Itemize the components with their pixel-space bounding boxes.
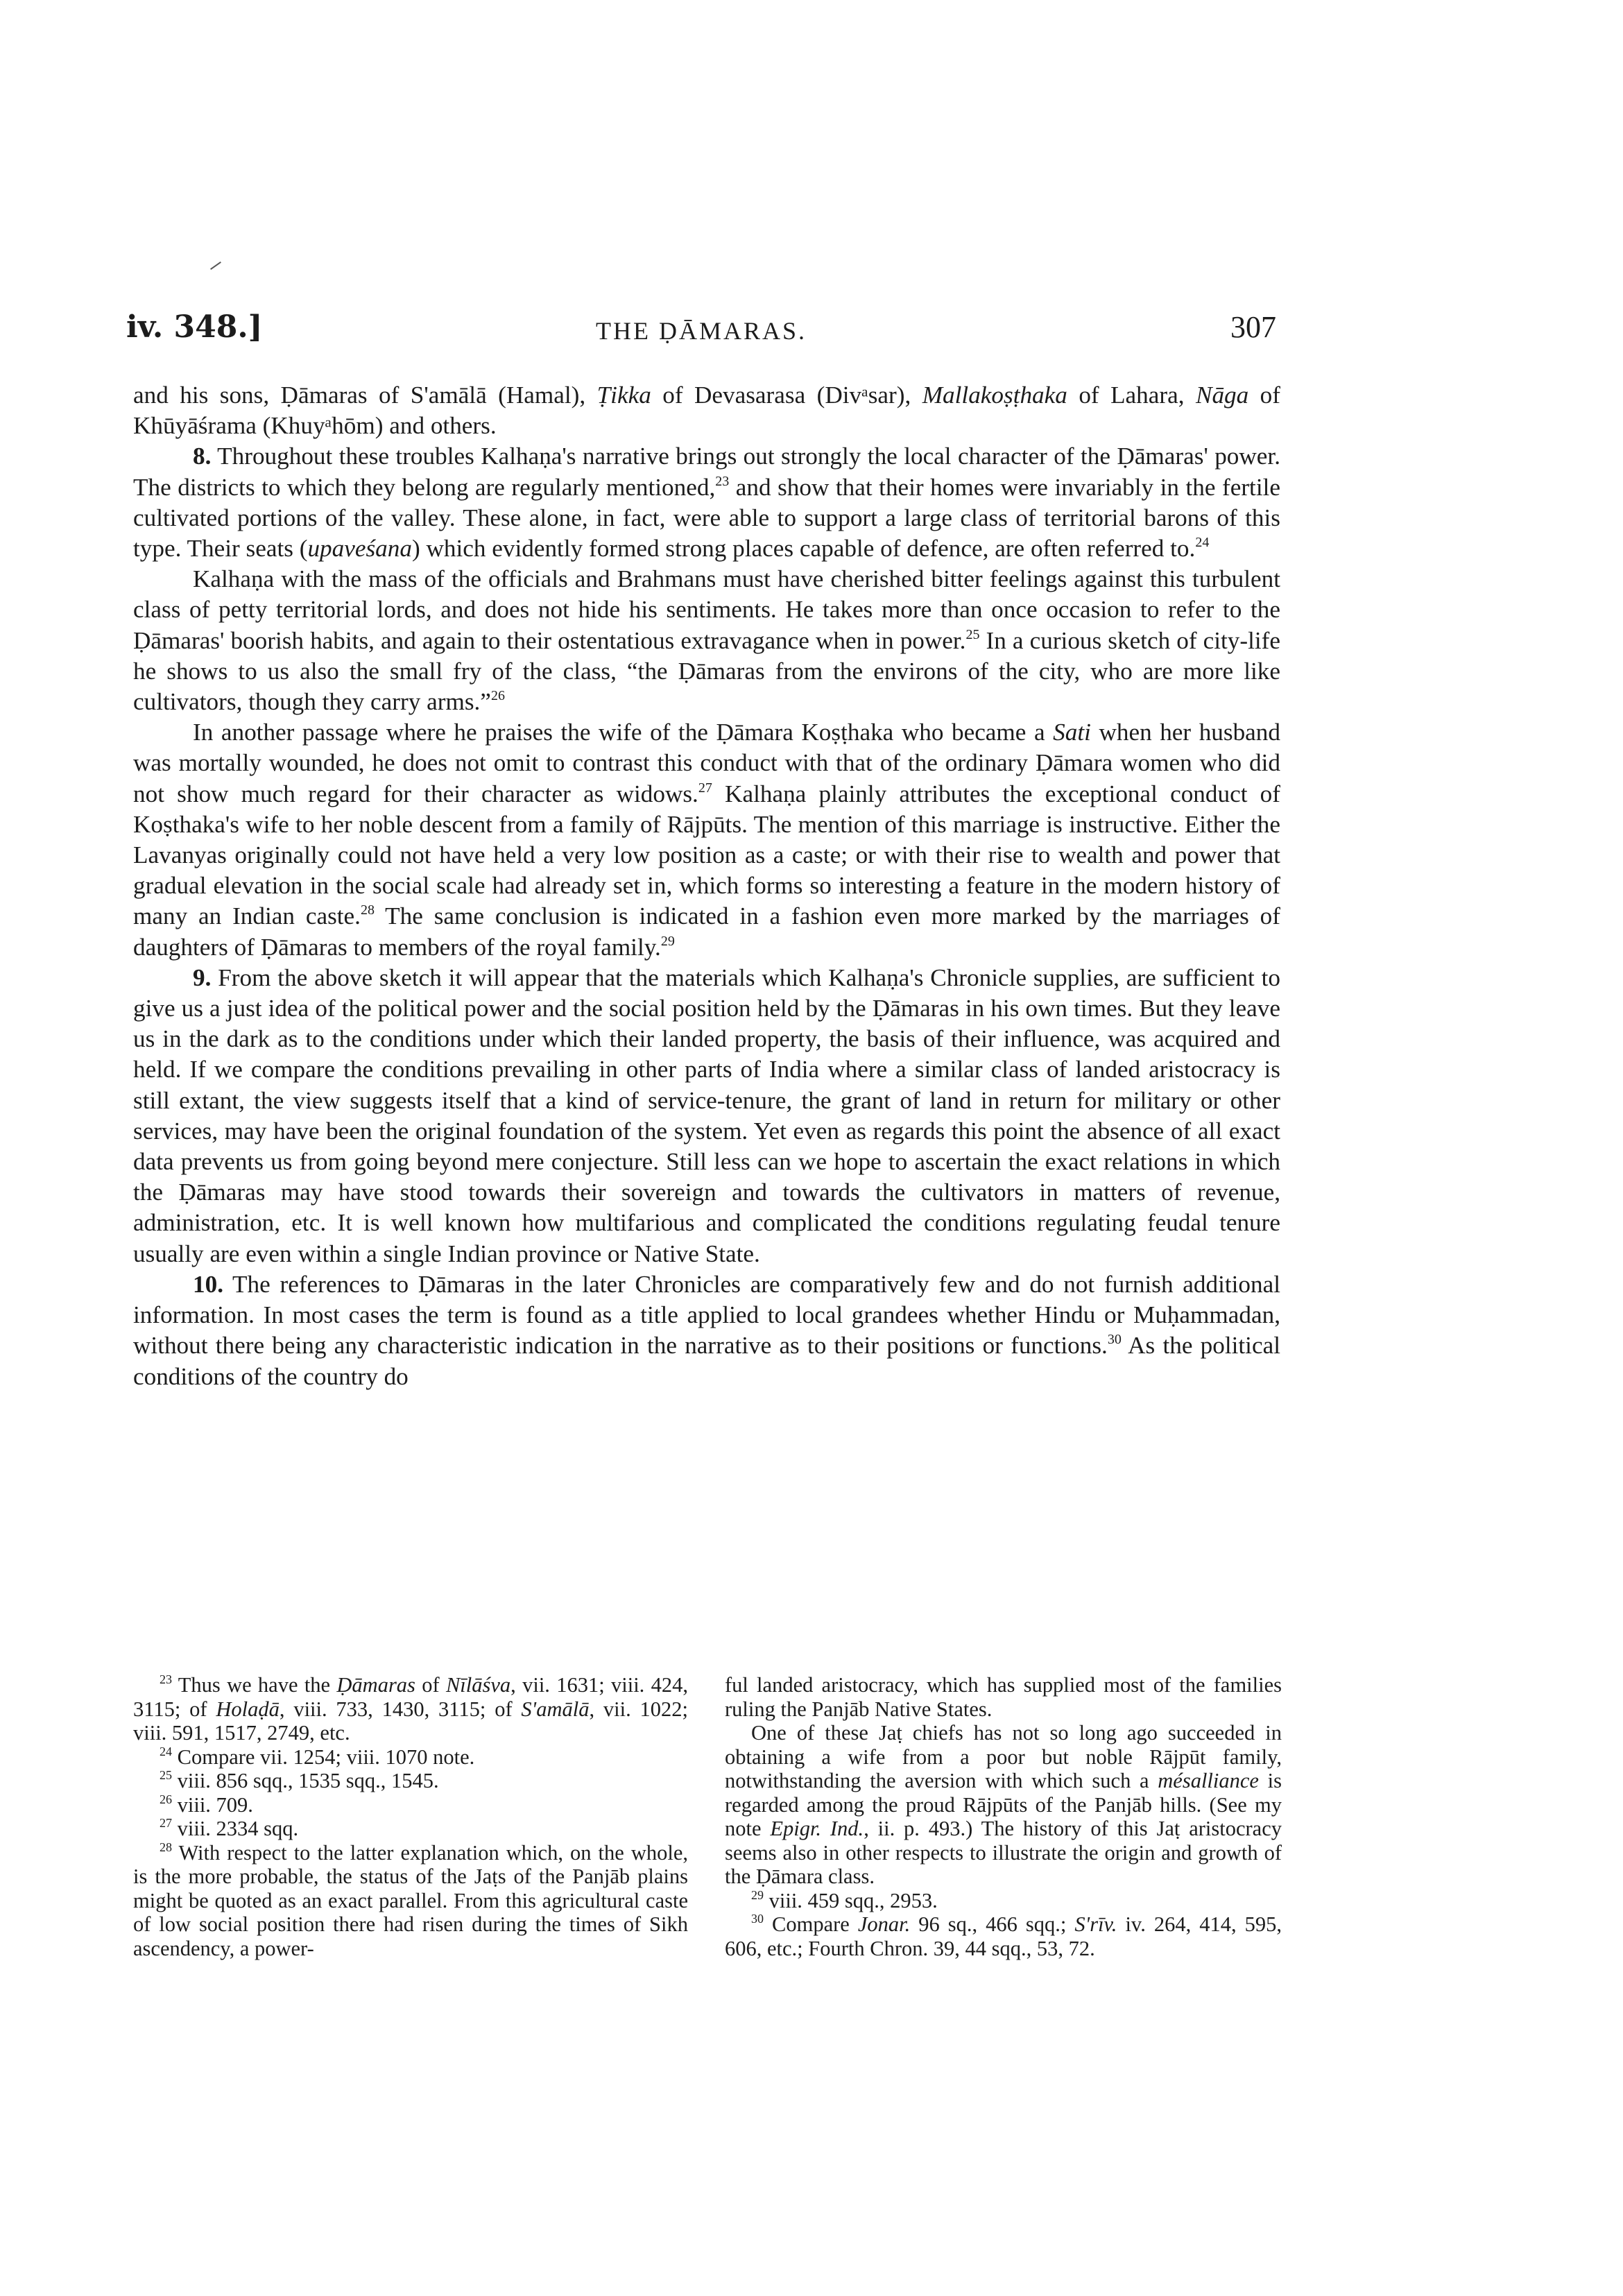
running-header (126, 309, 1276, 351)
footnotes-left-column (133, 1673, 688, 1960)
footnote-30: $^{30}$ Compare Jonar. 96 sq., 466 sqq.; S'rīv. iv. 264, 414, 595, 606, etc.; Fourth Chron. 39, 44 sqq., 53, 72. (725, 1912, 1282, 1960)
paragraph-8: 8. Throughout these troubles Kalhaṇa's narrative brings out strongly the local character of the Ḍāmaras' power. The districts to which they belong are regularly mentioned,$^{23}$ and show that their homes were invariably in the fertile cultivated portions of the valley. These alone, in fact, were able to support a large class of territorial barons of this type. Their seats (upaveśana) which evidently formed strong places capable of defence, are often referred to.$^{24}$ (133, 443, 1280, 563)
pencil-mark (210, 262, 221, 270)
footnote-ref: 24 (1195, 535, 1210, 551)
paragraph-another-passage: In another passage where he praises the wife of the Ḍāmara Koṣṭhaka who became a Sati when her husband was mortally wounded, he does not omit to contrast this conduct with that of the ordinary Ḍāmara women who did not show much regard for their character as widows.$^{27}$ Kalhaṇa plainly attributes the exceptional conduct of Koṣthaka's wife to her noble descent from a family of Rājpūts. The mention of this marriage is instructive. Either the Lavanyas originally could not have held a very low position as a caste; or with their rise to wealth and power that gradual elevation in the social scale had already set in, which forms so interesting a feature in the modern history of many an Indian caste.$^{28}$ The same conclusion is indicated in a fashion even more marked by the marriages of daughters of Ḍāmaras to members of the royal family.$^{29}$ (133, 719, 1280, 961)
footnote-28-continued: ful landed aristocracy, which has supplied most of the families ruling the Panjāb Native States. (725, 1673, 1282, 1721)
page-number: 307 (1230, 310, 1276, 344)
footnote-ref: 26 (490, 688, 505, 704)
running-title: THE ḌĀMARAS. (595, 317, 807, 345)
footnote-ref: 27 (698, 780, 712, 796)
footnote-ref: 23 (715, 473, 730, 489)
footnote-26: $^{26}$ viii. 709. (160, 1792, 253, 1817)
paragraph-number: 10. (193, 1270, 223, 1298)
paragraph-continuation: and his sons, Ḍāmaras of S'amālā (Hamal), Ṭikka of Devasarasa (Divᵃsar), Mallakoṣṭhaka of Lahara, Nāga of Khūyāśrama (Khuyᵃhōm) and others. (133, 382, 1280, 440)
footnotes-right-column (725, 1673, 1282, 1960)
footnote-ref: 29 (660, 933, 675, 949)
footnote-24: $^{24}$ Compare vii. 1254; viii. 1070 note. (160, 1744, 475, 1769)
paragraph-kalhana: Kalhaṇa with the mass of the officials and Brahmans must have cherished bitter feelings against this turbulent class of petty territorial lords, and does not hide his sentiments. He takes more than once occasion to refer to the Ḍāmaras' boorish habits, and again to their ostentatious extravagance when in power.$^{25}$ In a curious sketch of city-life he shows to us also the small fry of the class, “the Ḍāmaras from the environs of the city, who are more like cultivators, though they carry arms.”$^{26}$ (133, 565, 1280, 716)
section-reference: iv. 348.] (126, 309, 263, 345)
footnote-23: $^{23}$ Thus we have the Ḍāmaras of Nīlāśva, vii. 1631; viii. 424, 3115; of Holaḍā, viii. 733, 1430, 3115; of S'amālā, vii. 1022; viii. 591, 1517, 2749, etc. (133, 1672, 688, 1745)
footnote-ref: 30 (1107, 1332, 1122, 1348)
footnote-ref: 28 (360, 902, 375, 918)
footnote-ref: 25 (965, 626, 980, 642)
footnote-27: $^{27}$ viii. 2334 sqq. (160, 1816, 299, 1840)
footnote-28-paragraph-2: One of these Jaṭ chiefs has not so long ago succeeded in obtaining a wife from a poor but noble Rājpūt family, notwithstanding the aversion with which such a mésalliance is regarded among the proud Rājpūts of the Panjāb hills. (See my note Epigr. Ind., ii. p. 493.) The history of this Jaṭ aristocracy seems also in other respects to illustrate the origin and growth of the Ḍāmara class. (725, 1721, 1282, 1888)
paragraph-9: 9. From the above sketch it will appear that the materials which Kalhaṇa's Chronicle supplies, are sufficient to give us a just idea of the political power and the social position held by the Ḍāmaras in his own times. But they leave us in the dark as to the conditions under which their landed property, the basis of their influence, was acquired and held. If we compare the conditions prevailing in other parts of India where a similar class of landed aristocracy is still extant, the view suggests itself that a kind of service-tenure, the grant of land in return for military or other services, may have been the original foundation of the system. Yet even as regards this point the absence of all exact data prevents us from going beyond mere conjecture. Still less can we hope to ascertain the exact relations in which the Ḍāmaras may have stood towards their sovereign and towards the cultivators in matters of revenue, administration, etc. It is well known how multifarious and complicated the conditions regulating feudal tenure usually are even within a single Indian province or Native State. (133, 963, 1280, 1267)
paragraph-number: 8. (193, 443, 212, 470)
paragraph-10: 10. The references to Ḍāmaras in the later Chronicles are comparatively few and do not furnish additional information. In most cases the term is found as a title applied to local grandees whether Hindu or Muḥammadan, without there being any characteristic indication in the narrative as to their positions or functions.$^{30}$ As the political conditions of the country do (133, 1270, 1280, 1390)
paragraph-number: 9. (193, 963, 212, 991)
main-text (133, 380, 1280, 1392)
footnote-29: $^{29}$ viii. 459 sqq., 2953. (751, 1887, 938, 1912)
footnote-25: $^{25}$ viii. 856 sqq., 1535 sqq., 1545. (160, 1768, 439, 1792)
footnote-28: $^{28}$ With respect to the latter explanation which, on the whole, is the more probable, the status of the Jaṭs of the Panjāb plains might be quoted as an exact parallel. From this agricultural caste of low social position there had risen during the times of Sikh ascendency, a power- (133, 1840, 688, 1960)
